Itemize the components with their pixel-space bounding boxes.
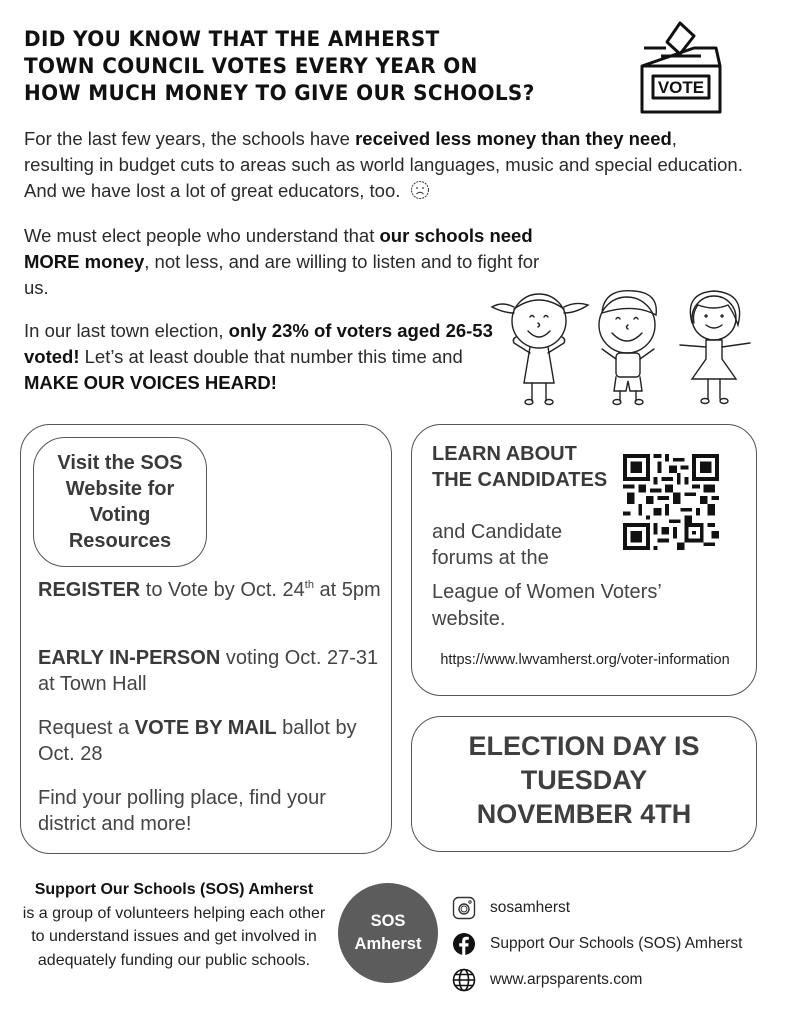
lwv-league-text: League of Women Voters’ website. (432, 581, 662, 630)
svg-text:VOTE: VOTE (657, 78, 705, 97)
instagram-handle[interactable]: sosamherst (490, 899, 571, 916)
vote-by-mail-pre: Request a (38, 717, 135, 739)
turnout-bold-text: only 23% of voters aged 26-53 voted! (24, 320, 493, 367)
logo-line: Amherst (354, 935, 422, 953)
register-bold: REGISTER (38, 579, 141, 601)
facebook-icon (452, 932, 476, 956)
election-day-text (412, 729, 756, 831)
turnout-paragraph (24, 318, 494, 396)
early-voting-info (38, 645, 388, 697)
turnout-text: Let’s at least double that number this time and (79, 346, 463, 367)
facebook-link[interactable] (452, 932, 742, 956)
elect-text: We must elect people who understand that (24, 225, 380, 246)
lwv-subheading: and Candidate forums at the (432, 521, 563, 569)
ordinal-suffix: th (304, 579, 314, 591)
website-url[interactable]: www.arpsparents.com (490, 971, 643, 988)
globe-icon (452, 968, 476, 992)
intro-text: , resulting in budget cuts to areas such as world languages, music and special education. And we have lost a lot of great educators, too. (24, 128, 743, 201)
election-date-line: NOVEMBER 4TH (476, 799, 692, 829)
register-time: at 5pm (313, 579, 381, 601)
instagram-link[interactable] (452, 896, 570, 920)
instagram-icon (452, 896, 476, 920)
sos-website-button[interactable]: Visit the SOS Website for Voting Resources (33, 437, 207, 567)
vote-by-mail-bold: VOTE BY MAIL (134, 717, 277, 739)
qr-code-icon[interactable] (623, 454, 719, 550)
vote-by-mail-info (38, 715, 388, 767)
page-headline (24, 26, 624, 107)
facebook-page-name[interactable]: Support Our Schools (SOS) Amherst (490, 935, 743, 952)
election-day-card (411, 716, 757, 852)
ballot-box-icon (636, 20, 726, 115)
headline-line: TOWN COUNCIL VOTES EVERY YEAR ON (24, 54, 478, 79)
lwv-heading: LEARN ABOUT THE CANDIDATES (432, 443, 608, 491)
logo-line: SOS (370, 912, 406, 930)
org-name: Support Our Schools (SOS) Amherst (34, 881, 314, 898)
intro-paragraph (24, 126, 744, 204)
website-link[interactable] (452, 968, 642, 992)
elect-paragraph (24, 223, 544, 301)
turnout-text: In our last town election, (24, 320, 229, 341)
voices-heard-text: MAKE OUR VOICES HEARD! (24, 372, 277, 393)
org-about (14, 878, 334, 972)
voting-resources-card (20, 424, 392, 854)
kids-illustration (484, 283, 774, 408)
register-text: to Vote by Oct. 24 (140, 579, 305, 601)
org-description: is a group of volunteers helping each other to understand issues and get involved in adequately funding our public schools. (22, 904, 326, 969)
elect-bold-text: our schools need MORE money (24, 225, 533, 272)
sos-logo (338, 883, 438, 983)
lwv-candidates-card (411, 424, 757, 696)
headline-line: DID YOU KNOW THAT THE AMHERST (24, 27, 440, 52)
intro-text: For the last few years, the schools have (24, 128, 356, 149)
register-deadline (38, 577, 388, 603)
polling-place-info: Find your polling place, find your district and more! (38, 787, 326, 835)
sad-face-icon (410, 180, 430, 200)
election-day-line: ELECTION DAY IS (468, 731, 700, 761)
intro-bold-text: received less money than they need (355, 128, 672, 149)
early-voting-text: voting Oct. 27-31 at Town Hall (38, 647, 379, 695)
early-voting-bold: EARLY IN-PERSON (38, 647, 221, 669)
headline-line: HOW MUCH MONEY TO GIVE OUR SCHOOLS? (24, 81, 535, 106)
election-day-line: TUESDAY (520, 765, 648, 795)
elect-text: , not less, and are willing to listen and to fight for us. (24, 251, 540, 298)
vote-by-mail-text: ballot by Oct. 28 (38, 717, 357, 765)
lwv-url-link[interactable]: https://www.lwvamherst.org/voter-information (440, 652, 730, 668)
